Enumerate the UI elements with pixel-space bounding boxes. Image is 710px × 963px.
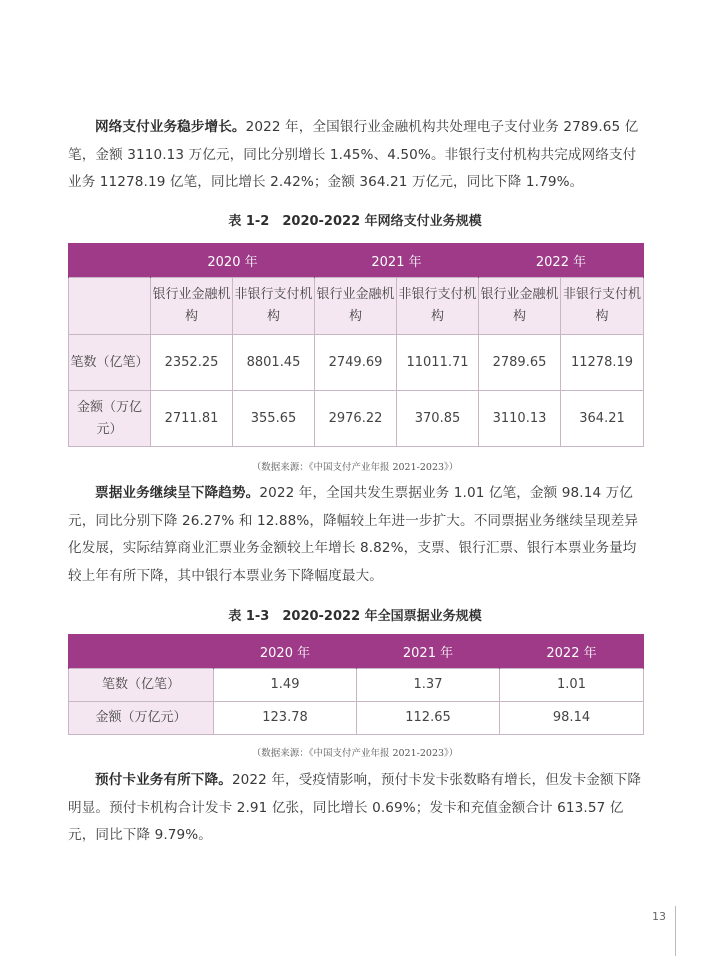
table-cell: 8801.45	[233, 335, 315, 391]
year-header: 2021 年	[315, 243, 479, 278]
year-header: 2020 年	[151, 243, 315, 278]
subheader-bank: 银行业金融机构	[151, 278, 233, 335]
paragraph-body: 2022 年，全国银行业金融机构共处理电子支付业务 2789.65 亿笔，金额 3110.13 万亿元，同比分别增长 1.45%、4.50%。非银行支付机构共完成网络支付业务 11278.19 亿笔，同比增长 2.42%；金额 364.21 万亿元，同比下降 1.79%。	[68, 119, 639, 190]
table-row	[69, 669, 644, 702]
table-cell: 11278.19	[561, 335, 644, 391]
table-cell: 2789.65	[479, 335, 561, 391]
paragraph-online-payment	[68, 114, 644, 197]
data-source: （数据来源：《中国支付产业年报 2021-2023》）	[251, 748, 459, 759]
table-cell: 98.14	[500, 702, 644, 735]
paragraph-body: 2022 年，全国共发生票据业务 1.01 亿笔，金额 98.14 万亿元，同比分别下降 26.27% 和 12.88%，降幅较上年进一步扩大。不同票据业务继续呈现差异化发展，实际结算商业汇票业务金额较上年增长 8.82%，支票、银行汇票、银行本票业务量均较上年有所下降，其中银行本票业务下降幅度最大。	[68, 485, 639, 584]
subheader-nonbank: 非银行支付机构	[233, 278, 315, 335]
year-header: 2020 年	[214, 634, 357, 669]
year-header: 2021 年	[357, 634, 500, 669]
table-cell: 3110.13	[479, 391, 561, 447]
table-row	[69, 702, 644, 735]
data-source: （数据来源：《中国支付产业年报 2021-2023》）	[251, 462, 459, 473]
table-cell: 2749.69	[315, 335, 397, 391]
paragraph-lead: 票据业务继续呈下降趋势。	[95, 485, 260, 501]
subheader-nonbank: 非银行支付机构	[561, 278, 644, 335]
header-blank	[69, 243, 151, 278]
paragraph-prepaid-card	[68, 767, 644, 850]
page-edge-line	[675, 906, 676, 956]
subheader-bank: 银行业金融机构	[315, 278, 397, 335]
subheader-bank: 银行业金融机构	[479, 278, 561, 335]
page-number: 13	[652, 910, 666, 923]
table-cell: 1.49	[214, 669, 357, 702]
table-cell: 2352.25	[151, 335, 233, 391]
online-payment-table	[68, 243, 644, 447]
paragraph-body: 2022 年，受疫情影响，预付卡发卡张数略有增长，但发卡金额下降明显。预付卡机构合计发卡 2.91 亿张，同比增长 0.69%；发卡和充值金额合计 613.57 亿元，同比下降 9.79%。	[68, 772, 642, 843]
header-blank	[69, 634, 214, 669]
table-cell: 2976.22	[315, 391, 397, 447]
table-row	[69, 335, 644, 391]
table-cell: 1.37	[357, 669, 500, 702]
row-label: 金额（万亿元）	[69, 702, 214, 735]
year-header: 2022 年	[500, 634, 644, 669]
subheader-nonbank: 非银行支付机构	[397, 278, 479, 335]
paragraph-lead: 网络支付业务稳步增长。	[95, 119, 246, 135]
row-label: 笔数（亿笔）	[69, 669, 214, 702]
paragraph-bills	[68, 480, 644, 590]
bill-business-table	[68, 634, 644, 735]
table-cell: 112.65	[357, 702, 500, 735]
table-cell: 1.01	[500, 669, 644, 702]
table-cell: 364.21	[561, 391, 644, 447]
table-row	[69, 391, 644, 447]
table-cell: 123.78	[214, 702, 357, 735]
paragraph-lead: 预付卡业务有所下降。	[95, 772, 232, 788]
subheader-blank	[69, 278, 151, 335]
table-cell: 355.65	[233, 391, 315, 447]
table-cell: 2711.81	[151, 391, 233, 447]
table-cell: 370.85	[397, 391, 479, 447]
year-header: 2022 年	[479, 243, 644, 278]
table-cell: 11011.71	[397, 335, 479, 391]
table-caption: 表 1-2 2020-2022 年网络支付业务规模	[228, 214, 482, 229]
row-label: 金额（万亿元）	[69, 391, 151, 447]
table-caption: 表 1-3 2020-2022 年全国票据业务规模	[228, 609, 482, 624]
row-label: 笔数（亿笔）	[69, 335, 151, 391]
